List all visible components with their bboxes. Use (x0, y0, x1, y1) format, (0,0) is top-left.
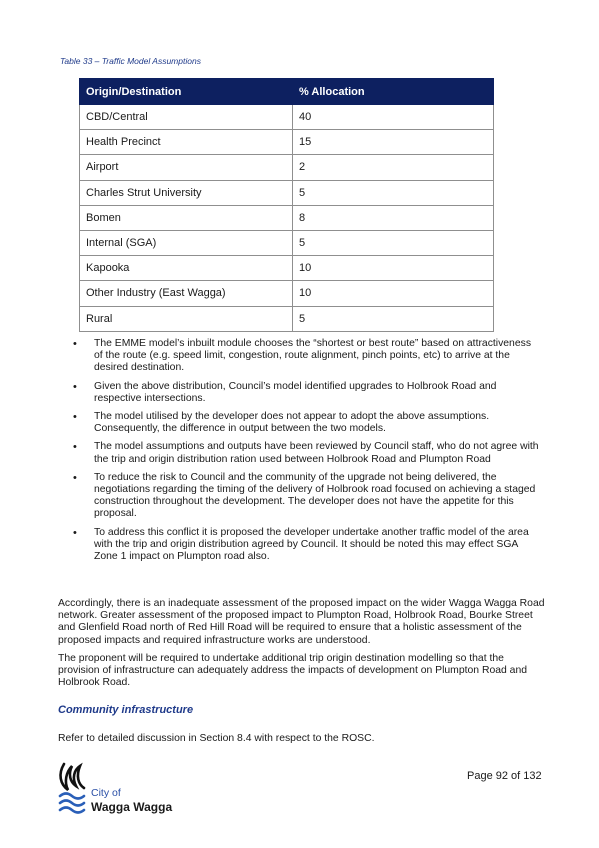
cell-allocation: 5 (293, 306, 494, 331)
cell-origin: Other Industry (East Wagga) (80, 281, 293, 306)
cell-allocation: 10 (293, 281, 494, 306)
bullet-item (62, 411, 542, 435)
cell-allocation: 5 (293, 230, 494, 255)
bullet-item (62, 441, 542, 465)
bullet-item (62, 338, 542, 375)
bullet-list (62, 338, 542, 569)
cell-allocation: 15 (293, 130, 494, 155)
cell-allocation: 2 (293, 155, 494, 180)
table-header-row (80, 79, 494, 105)
bullet-dot-icon: • (73, 526, 77, 539)
section-heading: Community infrastructure (58, 704, 194, 716)
cell-origin: CBD/Central (80, 105, 293, 130)
bullet-item (62, 381, 542, 405)
bullet-text: To address this conflict it is proposed the developer undertake another traffic model of the area with the trip and origin distribution agreed by Council. It should be noted this may effect SGA Zone 1 impact on Plumpton road also. (94, 526, 529, 563)
bullet-dot-icon: • (73, 338, 77, 350)
bullet-text: The model utilised by the developer does not appear to adopt the above assumptions. Consequently, the difference in output between the two models. (94, 411, 490, 435)
table-caption: Table 33 – Traffic Model Assumptions (60, 56, 201, 66)
cell-origin: Bomen (80, 205, 293, 230)
paragraph-proponent: The proponent will be required to undertake additional trip origin destination modelling so that the provision of infrastructure can adequately address the impacts of development on Plumpton Road and Holbrook Road. (58, 653, 528, 689)
cell-origin: Rural (80, 306, 293, 331)
bullet-dot-icon: • (73, 411, 77, 424)
bullet-text: Given the above distribution, Council’s model identified upgrades to Holbrook Road and respective intersections. (94, 380, 497, 404)
cell-allocation: 40 (293, 105, 494, 130)
table-row (80, 130, 494, 155)
council-logo-icon (58, 760, 90, 820)
allocation-table (79, 78, 494, 332)
bullet-item (62, 527, 542, 564)
table-row (80, 180, 494, 205)
table-row (80, 205, 494, 230)
cell-origin: Charles Strut University (80, 180, 293, 205)
bullet-text: The EMME model’s inbuilt module chooses the “shortest or best route” based on attractiveness of the route (e.g. speed limit, congestion, route alignment, pinch points, etc) to arrive at the desired destination. (94, 338, 532, 374)
cell-origin: Airport (80, 155, 293, 180)
header-origin: Origin/Destination (80, 79, 293, 105)
table-row (80, 155, 494, 180)
bullet-dot-icon: • (73, 471, 77, 484)
table-row (80, 230, 494, 255)
bullet-text: To reduce the risk to Council and the community of the upgrade not being delivered, the negotiations regarding the timing of the delivery of Holbrook road focused on achieving a staged construction throughout the development. The developer does not have the appetite for this proposal. (94, 471, 536, 520)
table-row (80, 281, 494, 306)
cell-allocation: 5 (293, 180, 494, 205)
cell-allocation: 8 (293, 205, 494, 230)
header-allocation: % Allocation (293, 79, 494, 105)
table-row (80, 105, 494, 130)
logo-text-city: City of (91, 787, 121, 799)
cell-allocation: 10 (293, 256, 494, 281)
cell-origin: Kapooka (80, 256, 293, 281)
table-row (80, 306, 494, 331)
cell-origin: Health Precinct (80, 130, 293, 155)
bullet-text: The model assumptions and outputs have been reviewed by Council staff, who do not agree with the trip and origin distribution ration used between Holbrook Road and Plumpton Road (94, 441, 539, 465)
bullet-dot-icon: • (73, 441, 77, 454)
cell-origin: Internal (SGA) (80, 230, 293, 255)
page-number: Page 92 of 132 (467, 770, 542, 782)
logo-text-name: Wagga Wagga (91, 800, 173, 814)
bullet-dot-icon: • (73, 380, 77, 393)
paragraph-refer: Refer to detailed discussion in Section 8.4 with respect to the ROSC. (58, 733, 375, 744)
table-row (80, 256, 494, 281)
paragraph-assessment: Accordingly, there is an inadequate assessment of the proposed impact on the wider Wagga Wagga Road network. Greater assessment of the proposed impact to Plumpton Road, Holbrook Road, Bourke Street and Glenfield Road north of Red Hill Road will be required to ensure that a holistic assessment of the proposed impacts and required infrastructure works are understood. (58, 598, 545, 646)
bullet-item (62, 472, 542, 521)
